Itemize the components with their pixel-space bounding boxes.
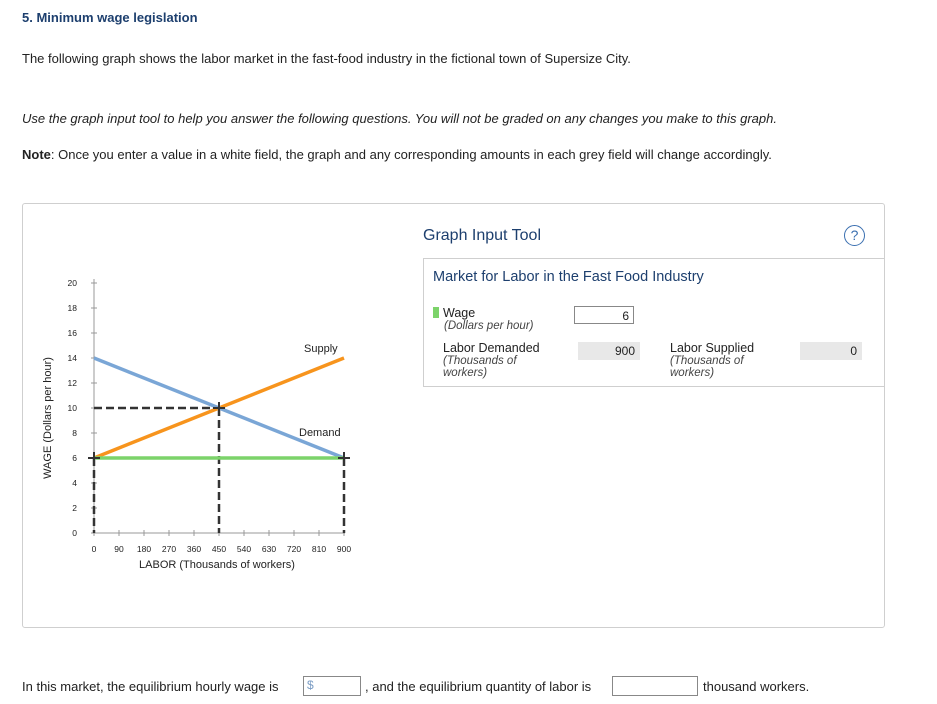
x-tick-label: 360 (186, 544, 202, 554)
y-tick-label: 4 (72, 478, 77, 488)
equilibrium-quantity-input[interactable] (612, 676, 698, 696)
labor-demanded-unit-2: workers) (443, 367, 488, 379)
graph-panel (22, 203, 885, 628)
dollar-sign: $ (307, 678, 314, 692)
note-text (22, 147, 772, 162)
y-tick-label: 12 (67, 378, 77, 388)
supply-label: Supply (304, 343, 338, 355)
instructions-text: Use the graph input tool to help you answer the following questions. You will not be graded on any changes you make to this graph. (22, 111, 777, 126)
wage-label (433, 307, 475, 320)
labor-market-graph[interactable] (23, 204, 423, 627)
wage-unit: (Dollars per hour) (444, 320, 534, 332)
y-tick-label: 16 (67, 328, 77, 338)
x-tick-label: 720 (286, 544, 302, 554)
wage-input[interactable]: 6 (574, 306, 634, 324)
question-part1: In this market, the equilibrium hourly wage is (22, 679, 279, 694)
y-tick-label: 18 (67, 303, 77, 313)
equilibrium-wage-input[interactable] (303, 676, 361, 696)
labor-demanded-value: 900 (578, 342, 640, 360)
x-tick-label: 180 (136, 544, 152, 554)
y-axis-title: WAGE (Dollars per hour) (42, 357, 54, 479)
question-part3: thousand workers. (703, 679, 810, 694)
x-tick-label: 90 (114, 544, 124, 554)
x-axis-title: LABOR (Thousands of workers) (139, 559, 295, 571)
help-icon[interactable]: ? (844, 225, 865, 246)
x-tick-label: 900 (336, 544, 352, 554)
labor-supplied-unit-2: workers) (670, 367, 715, 379)
x-tick-label: 270 (161, 544, 177, 554)
labor-supplied-unit-1: (Thousands of (670, 355, 744, 367)
note-bold: Note (22, 147, 51, 162)
wage-label-text: Wage (443, 306, 476, 320)
demand-label: Demand (299, 427, 341, 439)
labor-supplied-label: Labor Supplied (670, 341, 755, 355)
y-tick-label: 2 (72, 503, 77, 513)
x-tick-label: 450 (211, 544, 227, 554)
wage-swatch-icon (433, 307, 439, 318)
y-tick-label: 10 (67, 403, 77, 413)
y-tick-label: 6 (72, 453, 77, 463)
labor-supplied-value: 0 (800, 342, 862, 360)
note-body: : Once you enter a value in a white field, the graph and any corresponding amounts in each grey field will change accordingly. (50, 147, 772, 162)
labor-demanded-label: Labor Demanded (443, 341, 540, 355)
graph-input-tool-title: Graph Input Tool (423, 227, 542, 244)
y-tick-label: 20 (67, 278, 77, 288)
page-title: 5. Minimum wage legislation (22, 10, 198, 25)
y-tick-label: 0 (72, 528, 77, 538)
graph-input-tool (423, 258, 885, 387)
x-tick-label: 540 (236, 544, 252, 554)
question-part2: , and the equilibrium quantity of labor is (365, 679, 592, 694)
x-tick-label: 810 (311, 544, 327, 554)
x-tick-label: 630 (261, 544, 277, 554)
question-line (22, 678, 810, 694)
y-tick-label: 8 (72, 428, 77, 438)
market-title: Market for Labor in the Fast Food Industry (433, 269, 704, 285)
intro-text: The following graph shows the labor market in the fast-food industry in the fictional town of Supersize City. (22, 51, 631, 66)
x-tick-label: 0 (91, 544, 97, 554)
labor-demanded-unit-1: (Thousands of (443, 355, 517, 367)
y-tick-label: 14 (67, 353, 77, 363)
